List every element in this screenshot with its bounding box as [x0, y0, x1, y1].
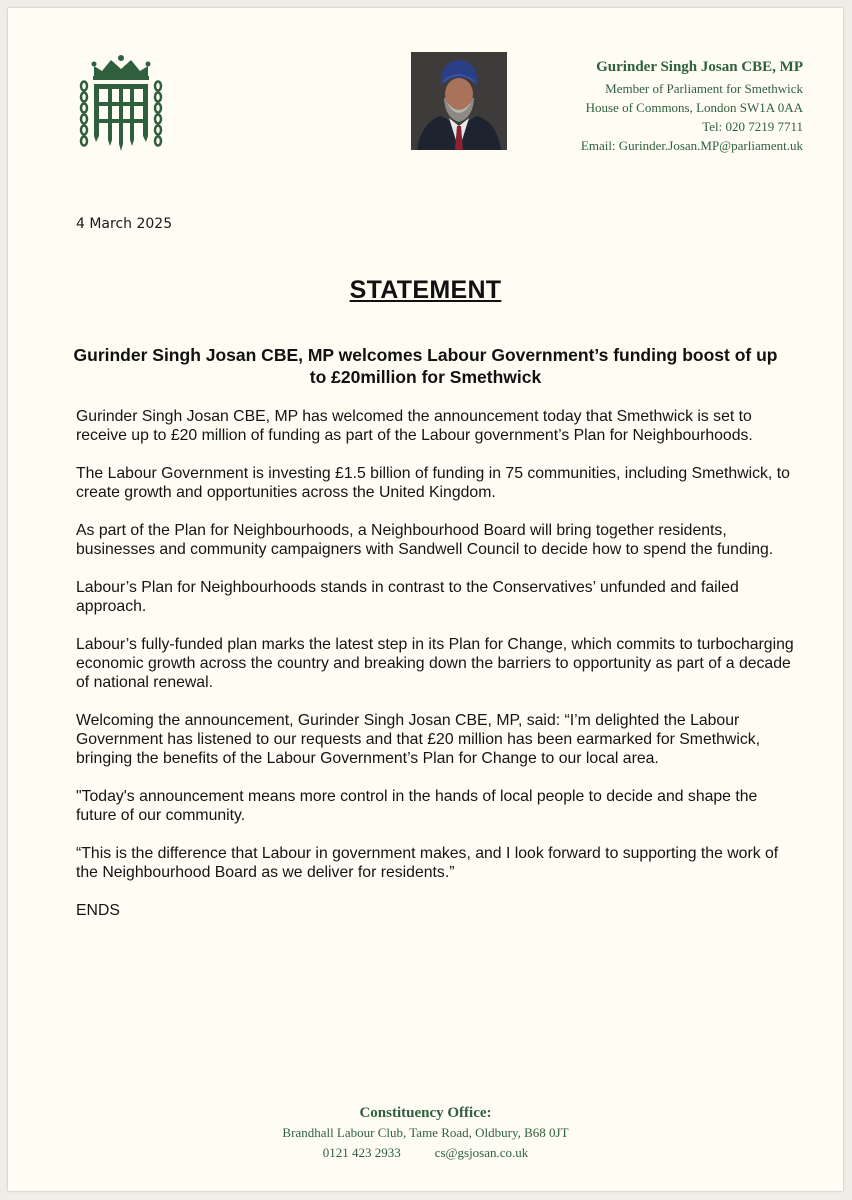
- constituency-office-footer: [8, 1104, 843, 1163]
- mp-address: House of Commons, London SW1A 0AA: [585, 100, 803, 115]
- mp-portrait: [411, 52, 507, 150]
- mp-telephone: Tel: 020 7219 7711: [702, 119, 803, 134]
- statement-body: [76, 407, 796, 939]
- footer-address: Brandhall Labour Club, Tame Road, Oldbury, B68 0JT: [282, 1125, 569, 1140]
- portrait-illustration: [411, 52, 507, 150]
- footer-title: Constituency Office:: [359, 1105, 492, 1121]
- mp-role: Member of Parliament for Smethwick: [605, 81, 803, 96]
- statement-title: STATEMENT: [349, 276, 502, 304]
- paragraph: "Today's announcement means more control in the hands of local people to decide and shape the future of our community.: [76, 788, 758, 824]
- paragraph: Labour’s fully-funded plan marks the latest step in its Plan for Change, which commits to turbocharging economic growth across the country and breaking down the barriers to opportunity as part of a decade of national renewal.: [76, 636, 794, 691]
- letter-page: [8, 8, 843, 1191]
- statement-date: 4 March 2025: [76, 216, 173, 232]
- paragraph: “This is the difference that Labour in government makes, and I look forward to supporting the work of the Neighbourhood Board as we deliver for residents.”: [76, 845, 779, 881]
- footer-email[interactable]: cs@gsjosan.co.uk: [434, 1145, 529, 1160]
- paragraph: Labour’s Plan for Neighbourhoods stands in contrast to the Conservatives’ unfunded and failed approach.: [76, 579, 739, 615]
- footer-phone: 0121 423 2933: [322, 1145, 401, 1160]
- ends-marker: ENDS: [76, 902, 120, 919]
- paragraph: Welcoming the announcement, Gurinder Singh Josan CBE, MP, said: “I’m delighted the Labour Government has listened to our requests and that £20 million has been earmarked for Smethwick, bringing the benefits of the Labour Government’s Plan for Change to our local area.: [76, 712, 761, 767]
- paragraph: Gurinder Singh Josan CBE, MP has welcomed the announcement today that Smethwick is set to receive up to £20 million of funding as part of the Labour government’s Plan for Neighbourhoods.: [76, 408, 753, 444]
- statement-headline: Gurinder Singh Josan CBE, MP welcomes Labour Government’s funding boost of up to £20million for Smethwick: [73, 345, 778, 387]
- footer-contact: [8, 1143, 843, 1163]
- paragraph: The Labour Government is investing £1.5 billion of funding in 75 communities, including Smethwick, to create growth and opportunities across the United Kingdom.: [76, 465, 790, 501]
- paragraph: As part of the Plan for Neighbourhoods, a Neighbourhood Board will bring together residents, businesses and community campaigners with Sandwell Council to decide how to spend the funding.: [76, 522, 774, 558]
- mp-contact-header: [581, 58, 803, 155]
- mp-email[interactable]: Email: Gurinder.Josan.MP@parliament.uk: [580, 138, 803, 153]
- portcullis-icon: [78, 54, 164, 152]
- mp-name: Gurinder Singh Josan CBE, MP: [596, 59, 803, 75]
